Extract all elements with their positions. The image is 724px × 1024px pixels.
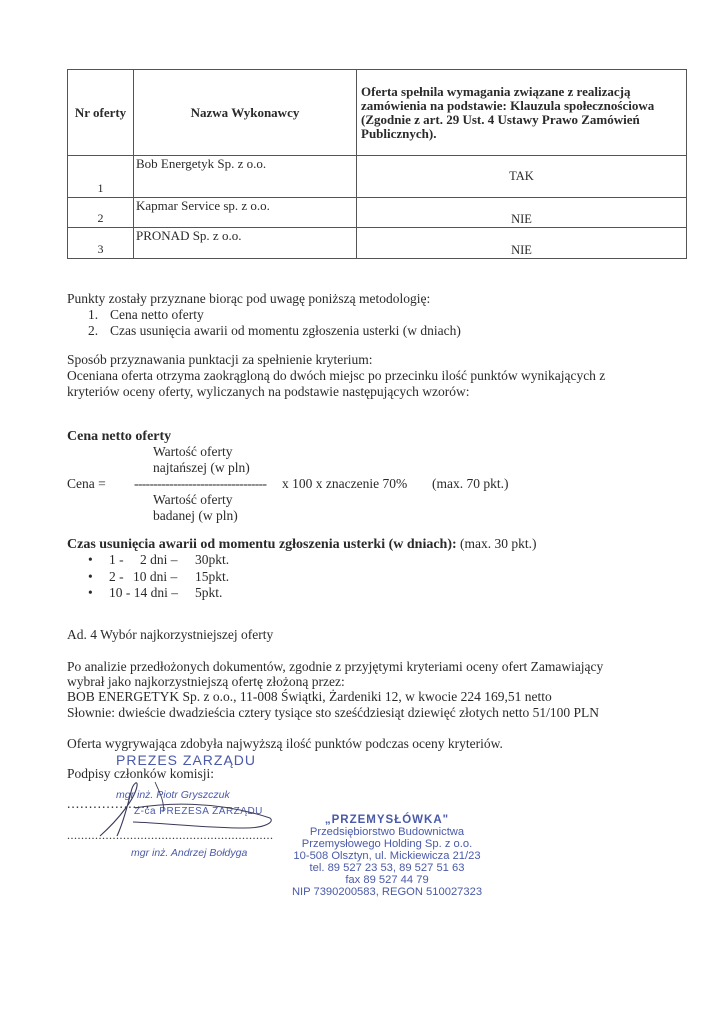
stamp-zca: Z-ca PREZESA ZARZĄDU bbox=[134, 806, 263, 817]
price-denominator-line: Wartość oferty bbox=[153, 492, 233, 507]
methodology-item-num: 1. bbox=[88, 307, 99, 322]
signature-dots: ........................................................... bbox=[67, 828, 274, 842]
price-numerator-line: Wartość oferty bbox=[153, 444, 233, 459]
methodology-item-num: 2. bbox=[88, 323, 99, 338]
bullet-points: 5pkt. bbox=[195, 585, 223, 600]
handwritten-signature-icon bbox=[95, 778, 285, 843]
row-nr: 1 bbox=[68, 156, 134, 198]
list-item bbox=[88, 552, 93, 568]
row-value: NIE bbox=[357, 228, 687, 259]
winner-line: Oferta wygrywająca zdobyła najwyższą ilość punktów podczas oceny kryteriów. bbox=[67, 736, 503, 751]
stamp-line: tel. 89 527 23 53, 89 527 51 63 bbox=[309, 862, 465, 874]
repair-heading-line bbox=[67, 536, 537, 553]
stamp-line: fax 89 527 44 79 bbox=[345, 874, 429, 886]
signature-name-1: mgr inż. Piotr Gryszczuk bbox=[116, 789, 230, 801]
header-note: Oferta spełnila wymagania związane z realizacją zamówienia na podstawie: Klauzula społecznościowa (Zgodnie z art. 29 Ust. 4 Ustawy Prawo Zamówień Publicznych). bbox=[357, 70, 687, 156]
bullet-days: 10 dni – bbox=[133, 569, 178, 584]
bullet-range: 1 - bbox=[109, 552, 124, 567]
row-name: PRONAD Sp. z o.o. bbox=[134, 228, 357, 259]
stamp-line: Przemysłowego Holding Sp. z o.o. bbox=[301, 838, 473, 850]
bullet-points: 15pkt. bbox=[195, 569, 230, 584]
methodology-item-text: Cena netto oferty bbox=[110, 307, 204, 322]
methodology-item-text: Czas usunięcia awarii od momentu zgłoszenia usterki (w dniach) bbox=[110, 323, 461, 338]
scoring-line: kryteriów oceny oferty, wyliczanych na podstawie następujących wzorów: bbox=[67, 384, 470, 399]
row-value: NIE bbox=[357, 198, 687, 228]
signature-name-2: mgr inż. Andrzej Bołdyga bbox=[131, 847, 248, 859]
signatures-label: Podpisy członków komisji: bbox=[67, 766, 215, 781]
bullet-icon: • bbox=[88, 552, 93, 567]
bullet-days: 2 dni – bbox=[140, 552, 178, 567]
stamp-company-name: „PRZEMYSŁÓWKA" bbox=[324, 814, 450, 826]
row-nr: 3 bbox=[68, 228, 134, 259]
bullet-range: 2 - bbox=[109, 569, 124, 584]
stamp-line: NIP 7390200583, REGON 510027323 bbox=[291, 886, 483, 898]
table-header-row bbox=[68, 70, 687, 156]
price-numerator-line: najtańszej (w pln) bbox=[153, 460, 250, 475]
bullet-range: 10 - 14 dni – bbox=[109, 585, 178, 600]
table-row bbox=[68, 198, 687, 228]
bullet-icon: • bbox=[88, 569, 93, 584]
header-nr: Nr oferty bbox=[68, 70, 134, 156]
selection-heading: Ad. 4 Wybór najkorzystniejszej oferty bbox=[67, 627, 274, 642]
repair-heading: Czas usunięcia awarii od momentu zgłoszenia usterki (w dniach): bbox=[67, 537, 457, 552]
offers-table bbox=[67, 69, 687, 259]
row-value: TAK bbox=[357, 156, 687, 198]
methodology-intro: Punkty zostały przyznane biorąc pod uwagę poniższą metodologię: bbox=[67, 291, 431, 306]
company-stamp bbox=[283, 814, 491, 898]
price-multiplier: x 100 x znaczenie 70% bbox=[282, 476, 408, 491]
price-denominator-line: badanej (w pln) bbox=[153, 508, 238, 523]
table-row bbox=[68, 156, 687, 198]
bullet-points: 30pkt. bbox=[195, 552, 230, 567]
row-name: Bob Energetyk Sp. z o.o. bbox=[134, 156, 357, 198]
stamp-line: 10-508 Olsztyn, ul. Mickiewicza 21/23 bbox=[293, 850, 481, 862]
selection-line: wybrał jako najkorzystniejszą ofertę złożoną przez: bbox=[67, 674, 345, 689]
price-heading: Cena netto oferty bbox=[67, 429, 172, 444]
price-label: Cena = bbox=[67, 476, 106, 491]
selection-line: Słownie: dwieście dwadzieścia cztery tysiące sto sześćdziesiąt dziewięć złotych netto 51/100 PLN bbox=[67, 705, 599, 720]
row-name: Kapmar Service sp. z o.o. bbox=[134, 198, 357, 228]
list-item bbox=[88, 569, 93, 585]
bullet-icon: • bbox=[88, 585, 93, 600]
repair-max: (max. 30 pkt.) bbox=[460, 536, 537, 551]
scoring-line: Oceniana oferta otrzyma zaokrągloną do dwóch miejsc po przecinku ilość punktów wynikających z bbox=[67, 368, 606, 383]
row-nr: 2 bbox=[68, 198, 134, 228]
selection-line: BOB ENERGETYK Sp. z o.o., 11-008 Świątki, Żardeniki 12, w kwocie 224 169,51 netto bbox=[67, 689, 552, 704]
fraction-bar: ---------------------------------- bbox=[134, 476, 267, 491]
selection-line: Po analizie przedłożonych dokumentów, zgodnie z przyjętymi kryteriami oceny ofert Zamawiający bbox=[67, 659, 604, 674]
stamp-prezes: PREZES ZARZĄDU bbox=[116, 752, 257, 768]
price-max: (max. 70 pkt.) bbox=[432, 476, 509, 491]
scoring-line: Sposób przyznawania punktacji za spełnienie kryterium: bbox=[67, 352, 373, 367]
table-row bbox=[68, 228, 687, 259]
list-item bbox=[88, 585, 93, 601]
signature-dots: ................... bbox=[67, 796, 151, 811]
stamp-line: Przedsiębiorstwo Budownictwa bbox=[309, 826, 465, 838]
header-name: Nazwa Wykonawcy bbox=[134, 70, 357, 156]
